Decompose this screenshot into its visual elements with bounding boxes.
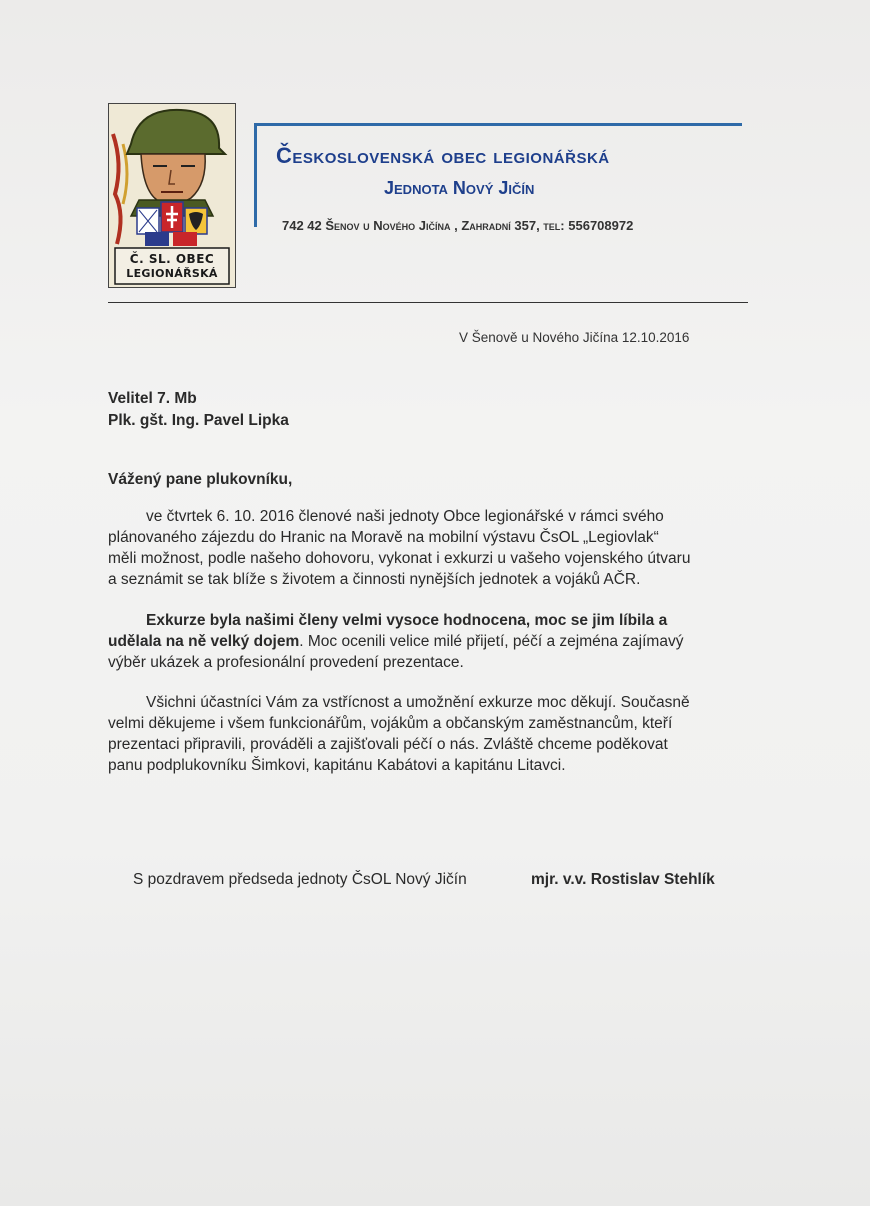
legion-logo <box>108 103 236 288</box>
organization-address: 742 42 Šenov u Nového Jičína , Zahradní 357, tel: 556708972 <box>282 218 634 233</box>
regular-phrase: . Moc ocenili velice milé přijetí, péčí a zejména zajímavý <box>299 633 684 650</box>
header-divider <box>108 302 748 303</box>
paragraph-line <box>108 631 755 652</box>
recipient-line-2: Plk. gšt. Ing. Pavel Lipka <box>108 412 289 429</box>
paragraph-1 <box>108 506 755 590</box>
organization-name: Československá obec legionářská <box>276 143 610 168</box>
closing-line: S pozdravem předseda jednoty ČsOL Nový Jičín <box>133 871 467 888</box>
paragraph-line: panu podplukovníku Šimkovi, kapitánu Kabátovi a kapitánu Litavci. <box>108 757 566 774</box>
paragraph-line-bold: Exkurze byla našimi členy velmi vysoce hodnocena, moc se jim líbila a <box>146 612 668 629</box>
letterhead-frame <box>254 123 742 227</box>
signer-name: mjr. v.v. Rostislav Stehlík <box>531 871 715 888</box>
paragraph-line: ve čtvrtek 6. 10. 2016 členové naši jednoty Obce legionářské v rámci svého <box>146 508 664 525</box>
paragraph-line: měli možnost, podle našeho dohovoru, vykonat i exkurzi u vašeho vojenského útvaru <box>108 550 691 567</box>
recipient-line-1: Velitel 7. Mb <box>108 390 197 407</box>
bold-phrase: udělala na ně velký dojem <box>108 633 300 650</box>
paragraph-line: prezentaci připravili, prováděli a zajišťovali péčí o nás. Zvláště chceme poděkovat <box>108 736 668 753</box>
paragraph-3 <box>108 692 755 776</box>
salutation: Vážený pane plukovníku, <box>108 471 293 488</box>
paragraph-line: Všichni účastníci Vám za vstřícnost a umožnění exkurze moc děkují. Současně <box>146 694 690 711</box>
paragraph-line: velmi děkujeme i všem funkcionářům, vojákům a občanským zaměstnancům, kteří <box>108 715 673 732</box>
paragraph-line: a seznámit se tak blíže s životem a činnosti nynějších jednotek a vojáků AČR. <box>108 571 641 588</box>
letter-date: V Šenově u Nového Jičína 12.10.2016 <box>459 330 690 345</box>
unit-name: Jednota Nový Jičín <box>384 178 535 198</box>
paragraph-line: výběr ukázek a profesionální provedení prezentace. <box>108 654 464 671</box>
logo-text-bottom: LEGIONÁŘSKÁ <box>126 267 218 280</box>
paragraph-line: plánovaného zájezdu do Hranic na Moravě na mobilní výstavu ČsOL „Legiovlak“ <box>108 529 659 546</box>
paragraph-2 <box>108 610 755 673</box>
logo-text-top: Č. SL. OBEC <box>129 252 215 266</box>
recipient-block <box>108 388 289 432</box>
